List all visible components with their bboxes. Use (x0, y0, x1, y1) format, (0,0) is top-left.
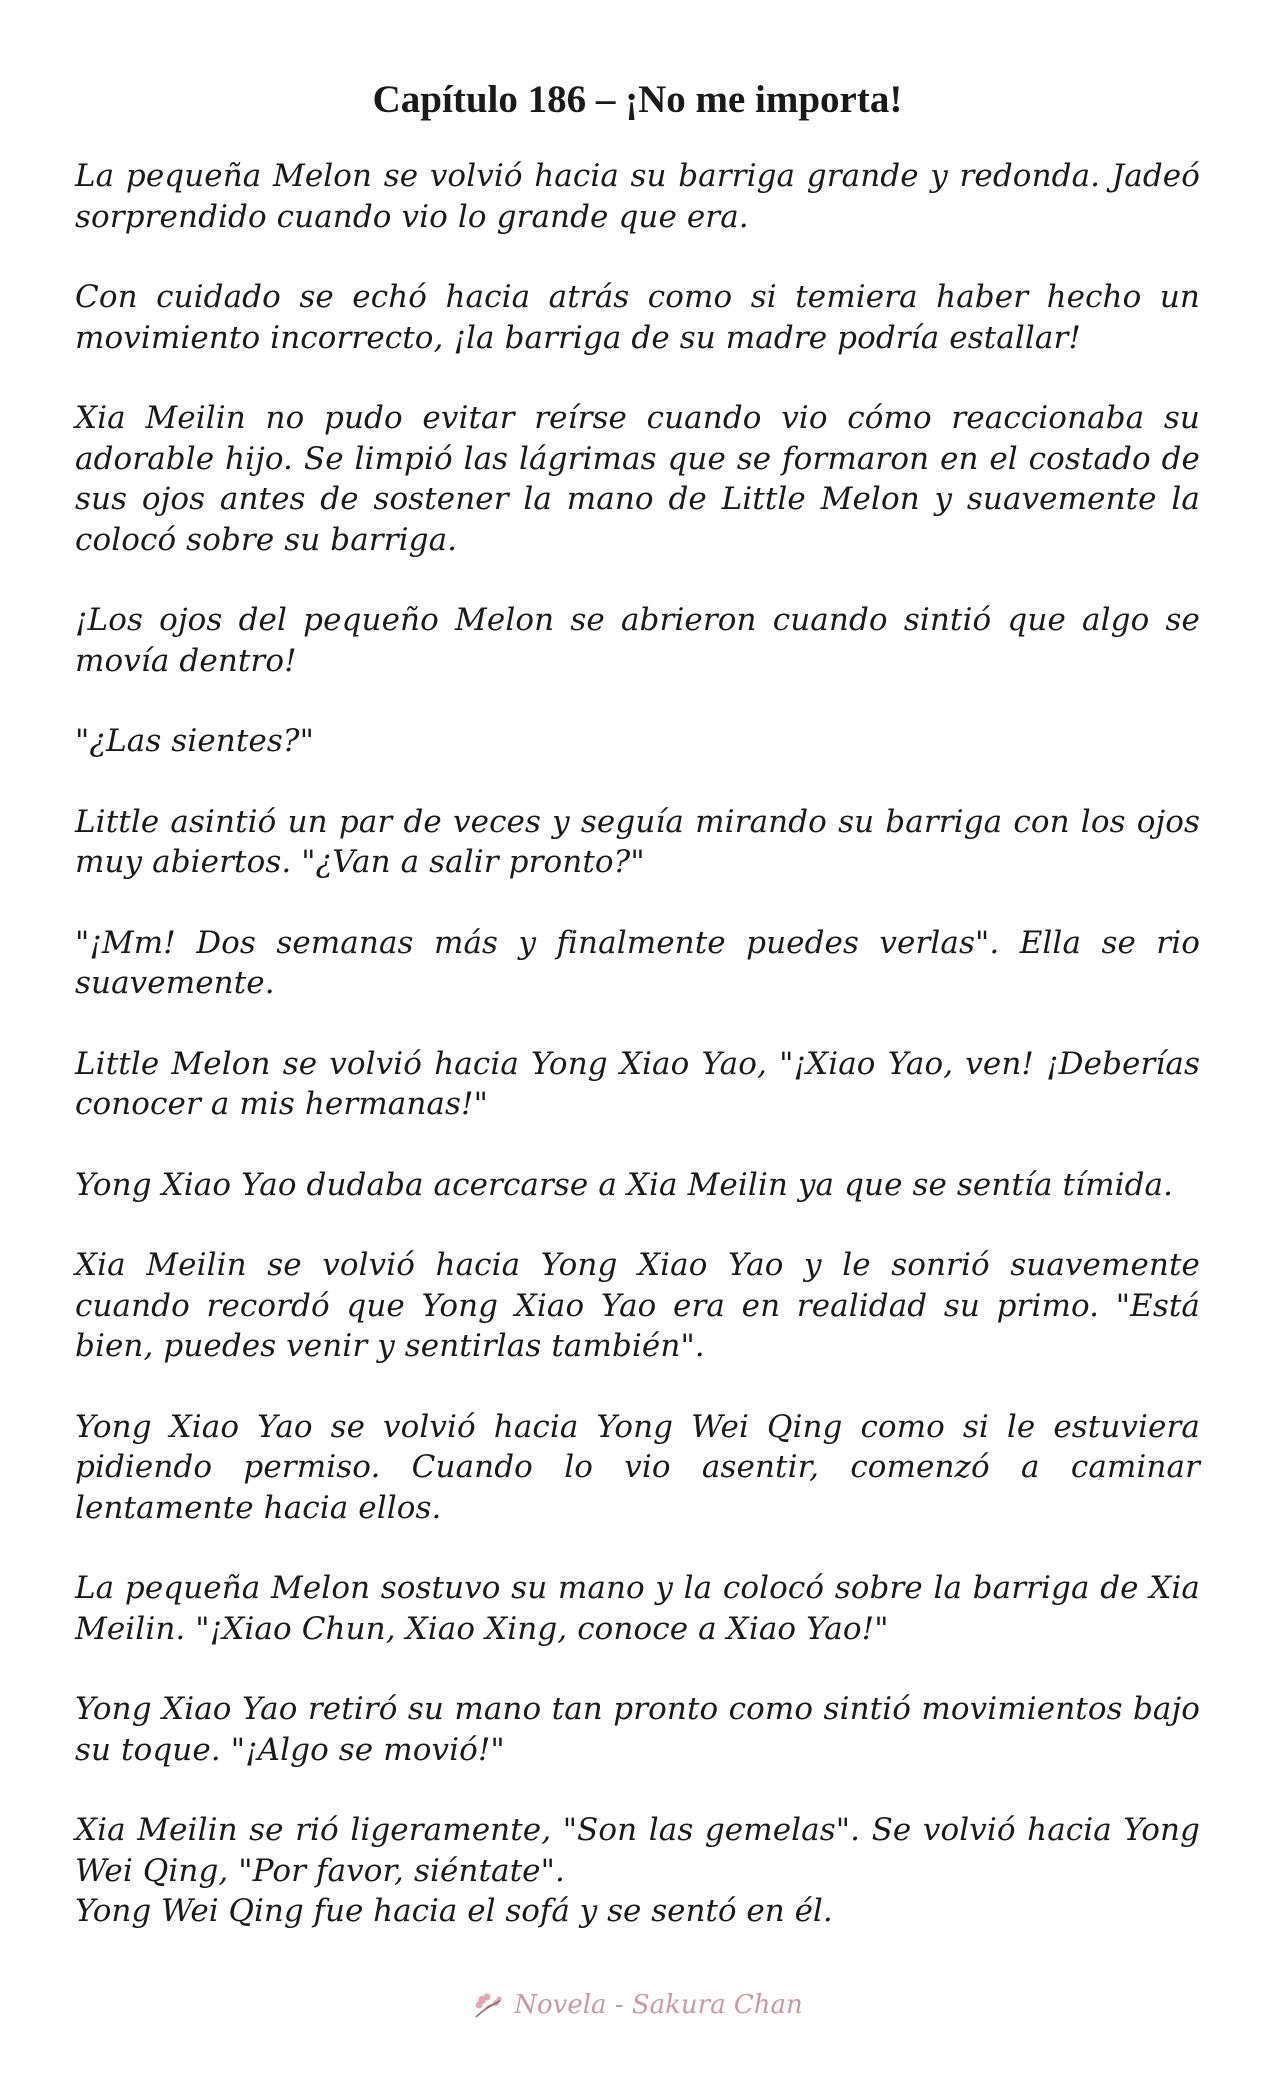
paragraph: Xia Meilin no pudo evitar reírse cuando vio cómo reaccionaba su adorable hijo. Se limpió las lágrimas que se formaron en el costado de sus ojos antes de sostener la mano de Little Melon y suavemente la colocó sobre su barriga. (75, 400, 1200, 558)
paragraph: Yong Xiao Yao dudaba acercarse a Xia Meilin ya que se sentía tímida. (75, 1166, 1174, 1203)
paragraph: Xia Meilin se volvió hacia Yong Xiao Yao y le sonrió suavemente cuando recordó que Yong Xiao Yao era en realidad su primo. "Está bien, puedes venir y sentirlas también". (75, 1247, 1200, 1364)
watermark-text: Novela - Sakura Chan (514, 1990, 803, 2020)
paragraph-last-line: Yong Wei Qing fue hacia el sofá y se sentó en él. (75, 1893, 833, 1929)
paragraph: Yong Xiao Yao retiró su mano tan pronto como sintió movimientos bajo su toque. "¡Algo se movió!" (75, 1691, 1200, 1768)
watermark (0, 1990, 1275, 2021)
paragraph: Little asintió un par de veces y seguía mirando su barriga con los ojos muy abiertos. "¿Van a salir pronto?" (75, 803, 1200, 880)
chapter-title: Capítulo 186 – ¡No me importa! (372, 78, 903, 121)
paragraph: La pequeña Melon se volvió hacia su barriga grande y redonda. Jadeó sorprendido cuando vio lo grande que era. (75, 158, 1200, 235)
paragraph: "¿Las sientes?" (75, 723, 314, 759)
paragraph: Con cuidado se echó hacia atrás como si temiera haber hecho un movimiento incorrecto, ¡la barriga de su madre podría estallar! (75, 279, 1200, 356)
sakura-blossom-icon (472, 1991, 506, 2021)
paragraph: Xia Meilin se rió ligeramente, "Son las gemelas". Se volvió hacia Yong Wei Qing, "Por favor, siéntate". (75, 1812, 1200, 1889)
paragraph: Little Melon se volvió hacia Yong Xiao Yao, "¡Xiao Yao, ven! ¡Deberías conocer a mis hermanas!" (75, 1045, 1200, 1122)
paragraph: ¡Los ojos del pequeño Melon se abrieron cuando sintió que algo se movía dentro! (75, 602, 1200, 679)
paragraph: "¡Mm! Dos semanas más y finalmente puedes verlas". Ella se rio suavemente. (75, 924, 1200, 1001)
paragraph: Yong Xiao Yao se volvió hacia Yong Wei Qing como si le estuviera pidiendo permiso. Cuando lo vio asentir, comenzó a caminar lentamente hacia ellos. (75, 1408, 1200, 1526)
paragraph: La pequeña Melon sostuvo su mano y la colocó sobre la barriga de Xia Meilin. "¡Xiao Chun, Xiao Xing, conoce a Xiao Yao!" (75, 1570, 1200, 1647)
